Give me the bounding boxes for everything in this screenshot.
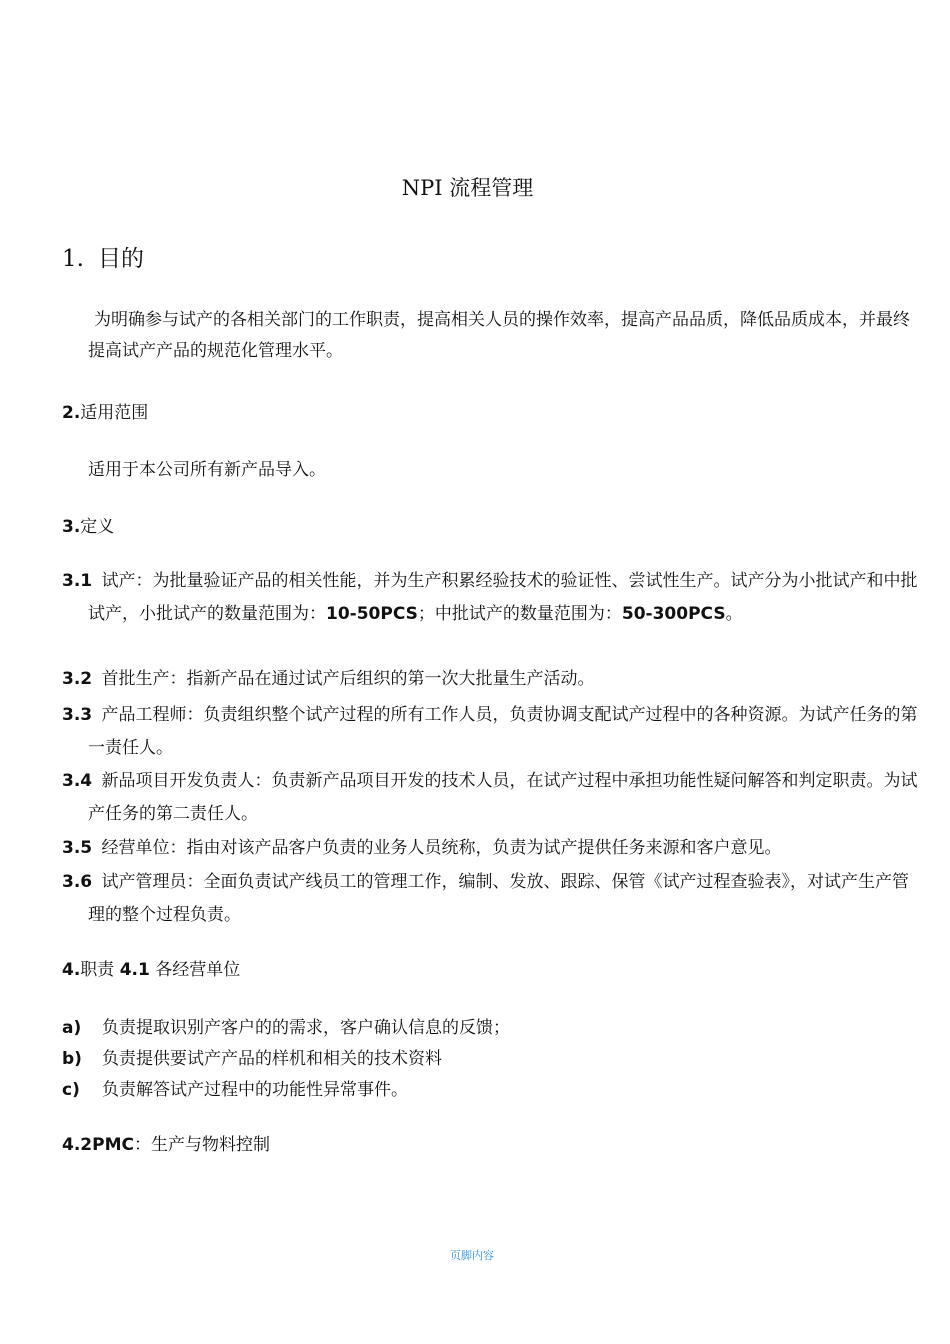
purpose-paragraph: 为明确参与试产的各相关部门的工作职责，提高相关人员的操作效率，提高产品品质，降低品质成本，并最终提高试产产品的规范化管理水平。 — [88, 310, 910, 361]
section-4-heading — [62, 955, 240, 980]
list-item-text: 负责提取识别产客户的的需求，客户确认信息的反馈； — [102, 1018, 510, 1038]
list-item — [62, 1075, 408, 1100]
definition-number: 3.3 — [62, 705, 93, 725]
section-4-2-heading — [62, 1130, 270, 1155]
list-item-label: c) — [62, 1080, 80, 1100]
list-item — [62, 1013, 510, 1038]
section-3-heading — [62, 512, 114, 537]
definition-number: 3.4 — [62, 771, 93, 791]
definition-3-4 — [62, 765, 920, 831]
section-2-heading — [62, 398, 148, 423]
section-title: 定义 — [80, 517, 115, 537]
document-title: NPI 流程管理 — [401, 176, 534, 200]
definition-text-cont: ；中批试产的数量范围为： — [417, 604, 622, 624]
definition-text: 试产管理员：全面负责试产线员工的管理工作，编制、发放、跟踪、保管《试产过程查验表》，对试产生产管理的整个过程负责。 — [88, 872, 910, 925]
definition-3-3 — [62, 699, 920, 765]
section-title: 适用范围 — [80, 403, 149, 423]
definition-text: 产品工程师：负责组织整个试产过程的所有工作人员，负责协调支配试产过程中的各种资源。为试产任务的第一责任人。 — [88, 705, 918, 758]
list-item-text: 负责解答试产过程中的功能性异常事件。 — [102, 1080, 408, 1100]
definition-number: 3.5 — [62, 838, 93, 858]
definition-3-5 — [62, 832, 920, 865]
list-item-label: a) — [62, 1018, 82, 1038]
list-item-text: 负责提供要试产产品的样机和相关的技术资料 — [102, 1049, 442, 1069]
section-number: 3. — [62, 517, 81, 537]
definition-number: 3.6 — [62, 872, 93, 892]
section-title: 职责 — [80, 960, 115, 980]
section-title: 目的 — [97, 246, 144, 272]
definition-3-6 — [62, 866, 920, 932]
section-number: 4. — [62, 960, 81, 980]
definition-3-2 — [62, 663, 920, 696]
definition-text: 首批生产：指新产品在通过试产后组织的第一次大批量生产活动。 — [101, 669, 595, 689]
definition-number: 3.1 — [62, 571, 93, 591]
definition-3-1 — [62, 565, 920, 631]
section-number: 2. — [62, 403, 81, 423]
scope-paragraph: 适用于本公司所有新产品导入。 — [88, 460, 326, 480]
subsection-number: 4.1 — [119, 960, 150, 980]
medium-batch-range: 50-300PCS — [621, 604, 726, 624]
subsection-number: 4.2PMC — [62, 1135, 134, 1155]
definition-text: 试产：为批量验证产品的相关性能，并为生产积累经验技术的验证性、尝试性生产。试产分为小批试产和中批试产，小批试产的数量范围为： — [88, 571, 918, 624]
list-item — [62, 1044, 442, 1069]
subsection-title: ：生产与物料控制 — [133, 1135, 270, 1155]
section-number: 1. — [62, 246, 84, 272]
definition-text: 经营单位：指由对该产品客户负责的业务人员统称，负责为试产提供任务来源和客户意见。 — [101, 838, 782, 858]
definition-text: 新品项目开发负责人：负责新产品项目开发的技术人员，在试产过程中承担功能性疑问解答和判定职责。为试产任务的第二责任人。 — [88, 771, 918, 824]
list-item-label: b) — [62, 1049, 82, 1069]
definition-number: 3.2 — [62, 669, 93, 689]
subsection-title: 各经营单位 — [155, 960, 241, 980]
section-1-heading — [62, 240, 144, 273]
small-batch-range: 10-50PCS — [326, 604, 418, 624]
page-footer: 页脚内容 — [450, 1249, 494, 1262]
definition-text-end: 。 — [725, 604, 743, 624]
